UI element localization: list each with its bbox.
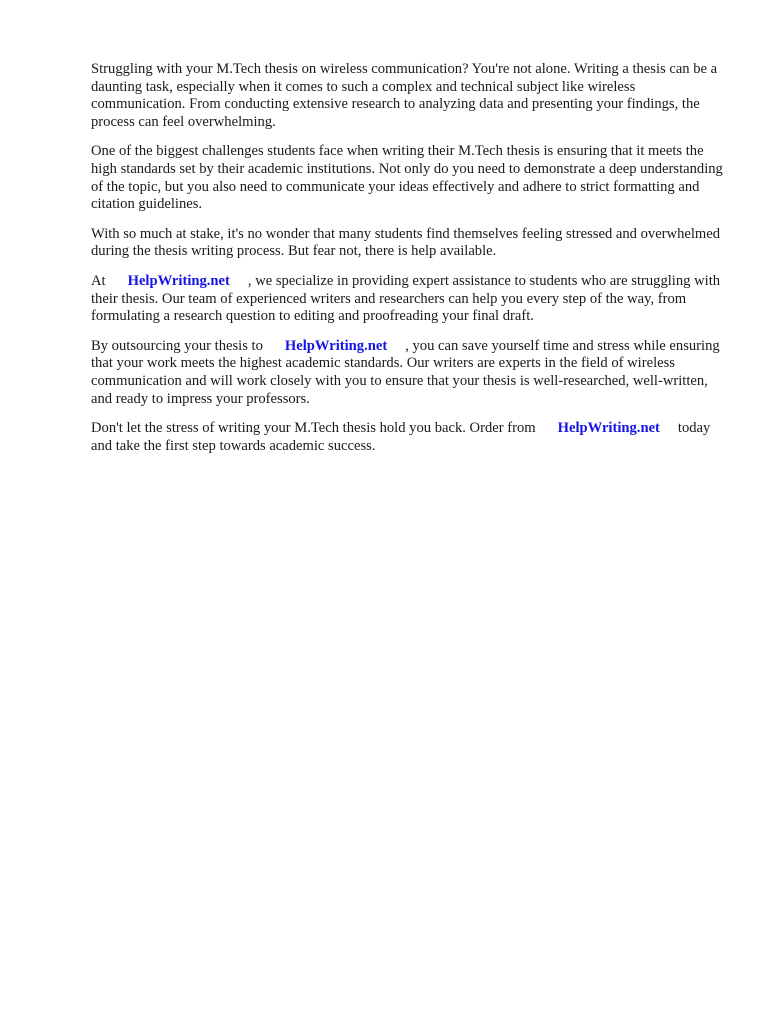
paragraph-text: Struggling with your M.Tech thesis on wireless communication? You're not alone. Writing a thesis can be a daunting task, especially when it comes to such a complex and technical subject like wireless communication. From conducting extensive research to analyzing data and presenting your findings, the process can feel overwhelming. [91,61,718,130]
paragraph-outsourcing [91,338,727,408]
paragraph-text-before: Don't let the stress of writing your M.Tech thesis hold you back. Order from [91,420,536,437]
paragraph-challenges [91,143,727,213]
helpwriting-link[interactable]: HelpWriting.net [284,337,388,354]
paragraph-text: With so much at stake, it's no wonder that many students find themselves feeling stressed and overwhelmed during the thesis writing process. But fear not, there is help available. [91,225,721,260]
paragraph-intro [91,61,727,131]
paragraph-service [91,273,727,326]
paragraph-call-to-action [91,420,727,455]
paragraph-stakes [91,226,727,261]
paragraph-text-before: By outsourcing your thesis to [91,337,263,354]
paragraph-text-after: , we specialize in providing expert assistance to students who are struggling with their thesis. Our team of experienced writers and researchers can help you every step of the way, from formulating a research question to editing and proofreading your final draft. [91,272,721,325]
helpwriting-link[interactable]: HelpWriting.net [127,272,230,289]
paragraph-text: One of the biggest challenges students face when writing their M.Tech thesis is ensuring that it meets the high standards set by their academic institutions. Not only do you need to demonstrate a deep understanding of the topic, but you also need to communicate your ideas effectively and adhere to strict formatting and citation guidelines. [91,143,723,213]
paragraph-text-before: At [91,272,106,289]
document-body [91,61,727,467]
paragraph-text-after: today and take the first step towards academic success. [91,420,711,454]
paragraph-text-after: , you can save yourself time and stress while ensuring that your work meets the highest academic standards. Our writers are experts in the field of wireless communication and will work closely with you to ensure that your thesis is well-researched, well-written, and ready to impress your professors. [91,337,720,407]
helpwriting-link[interactable]: HelpWriting.net [557,420,660,437]
